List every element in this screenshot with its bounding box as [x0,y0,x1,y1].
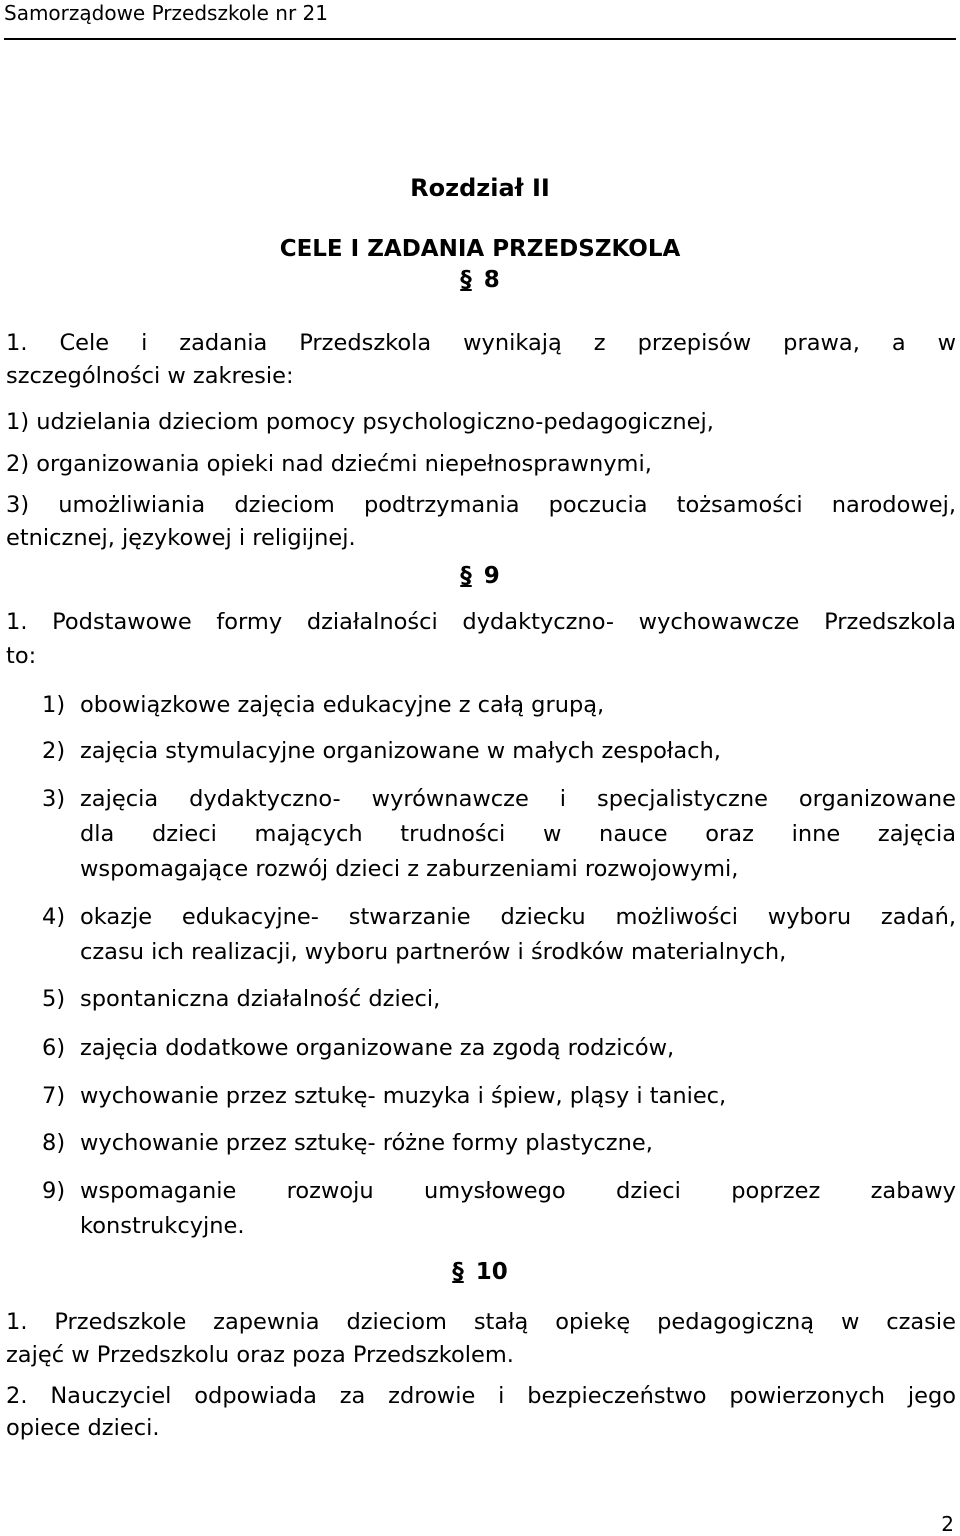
list-item-continuation: etnicznej, językowej i religijnej. [6,525,356,551]
paragraph-line: 2. Nauczyciel odpowiada za zdrowie i bezpieczeństwo powierzonych jego [6,1383,956,1409]
section-symbol: § [460,267,472,293]
list-item-text: wychowanie przez sztukę- różne formy plastyczne, [80,1130,653,1156]
list-item-text: obowiązkowe zajęcia edukacyjne z całą grupą, [80,692,605,718]
list-item-text: czasu ich realizacji, wyboru partnerów i środków materialnych, [80,939,787,965]
page-number: 2 [941,1512,954,1536]
section-heading-9 [0,563,960,589]
section-number: 8 [483,267,500,293]
running-header [4,0,956,40]
list-item-number: 4) [42,904,66,930]
list-item-text: zajęcia stymulacyjne organizowane w małych zespołach, [80,738,721,764]
paragraph-line: zajęć w Przedszkolu oraz poza Przedszkolem. [6,1342,514,1368]
header-text: Samorządowe Przedszkole nr 21 [4,1,328,25]
section-heading-10 [0,1259,960,1285]
list-item-text: wspomaganie rozwoju umysłowego dzieci poprzez zabawy [80,1178,956,1204]
section-symbol: § [452,1259,464,1285]
paragraph-line: 1. Podstawowe formy działalności dydaktyczno- wychowawcze Przedszkola [6,609,956,635]
list-item-number: 2) [42,738,66,764]
list-item: 1) udzielania dzieciom pomocy psychologiczno-pedagogicznej, [6,409,714,435]
section-heading-8 [0,267,960,293]
list-item-number: 6) [42,1035,66,1061]
list-item-number: 8) [42,1130,66,1156]
list-item-text: dla dzieci mających trudności w nauce oraz inne zajęcia [80,821,956,847]
paragraph-line: opiece dzieci. [6,1415,160,1441]
section-symbol: § [460,563,472,589]
section-number: 9 [483,563,500,589]
section-number: 10 [475,1259,508,1285]
chapter-title: Rozdział II [410,174,550,202]
list-item: 2) organizowania opieki nad dziećmi niepełnosprawnymi, [6,451,652,477]
list-item-number: 1) [42,692,66,718]
chapter-subtitle: CELE I ZADANIA PRZEDSZKOLA [279,236,681,262]
list-item: 3) umożliwiania dzieciom podtrzymania poczucia tożsamości narodowej, [6,492,956,518]
paragraph-line: 1. Cele i zadania Przedszkola wynikają z przepisów prawa, a w [6,330,956,356]
paragraph-line: to: [6,643,37,669]
list-item-text: wychowanie przez sztukę- muzyka i śpiew, pląsy i taniec, [80,1083,727,1109]
list-item-number: 9) [42,1178,66,1204]
list-item-number: 5) [42,986,66,1012]
list-item-text: wspomagające rozwój dzieci z zaburzeniami rozwojowymi, [80,856,739,882]
list-item-text: zajęcia dydaktyczno- wyrównawcze i specjalistyczne organizowane [80,786,956,812]
paragraph-line: 1. Przedszkole zapewnia dzieciom stałą opiekę pedagogiczną w czasie [6,1309,956,1335]
list-item-number: 3) [42,786,66,812]
list-item-number: 7) [42,1083,66,1109]
list-item-text: zajęcia dodatkowe organizowane za zgodą rodziców, [80,1035,675,1061]
list-item-text: konstrukcyjne. [80,1213,245,1239]
paragraph-line: szczególności w zakresie: [6,363,294,389]
list-item-text: okazje edukacyjne- stwarzanie dziecku możliwości wyboru zadań, [80,904,956,930]
list-item-text: spontaniczna działalność dzieci, [80,986,441,1012]
